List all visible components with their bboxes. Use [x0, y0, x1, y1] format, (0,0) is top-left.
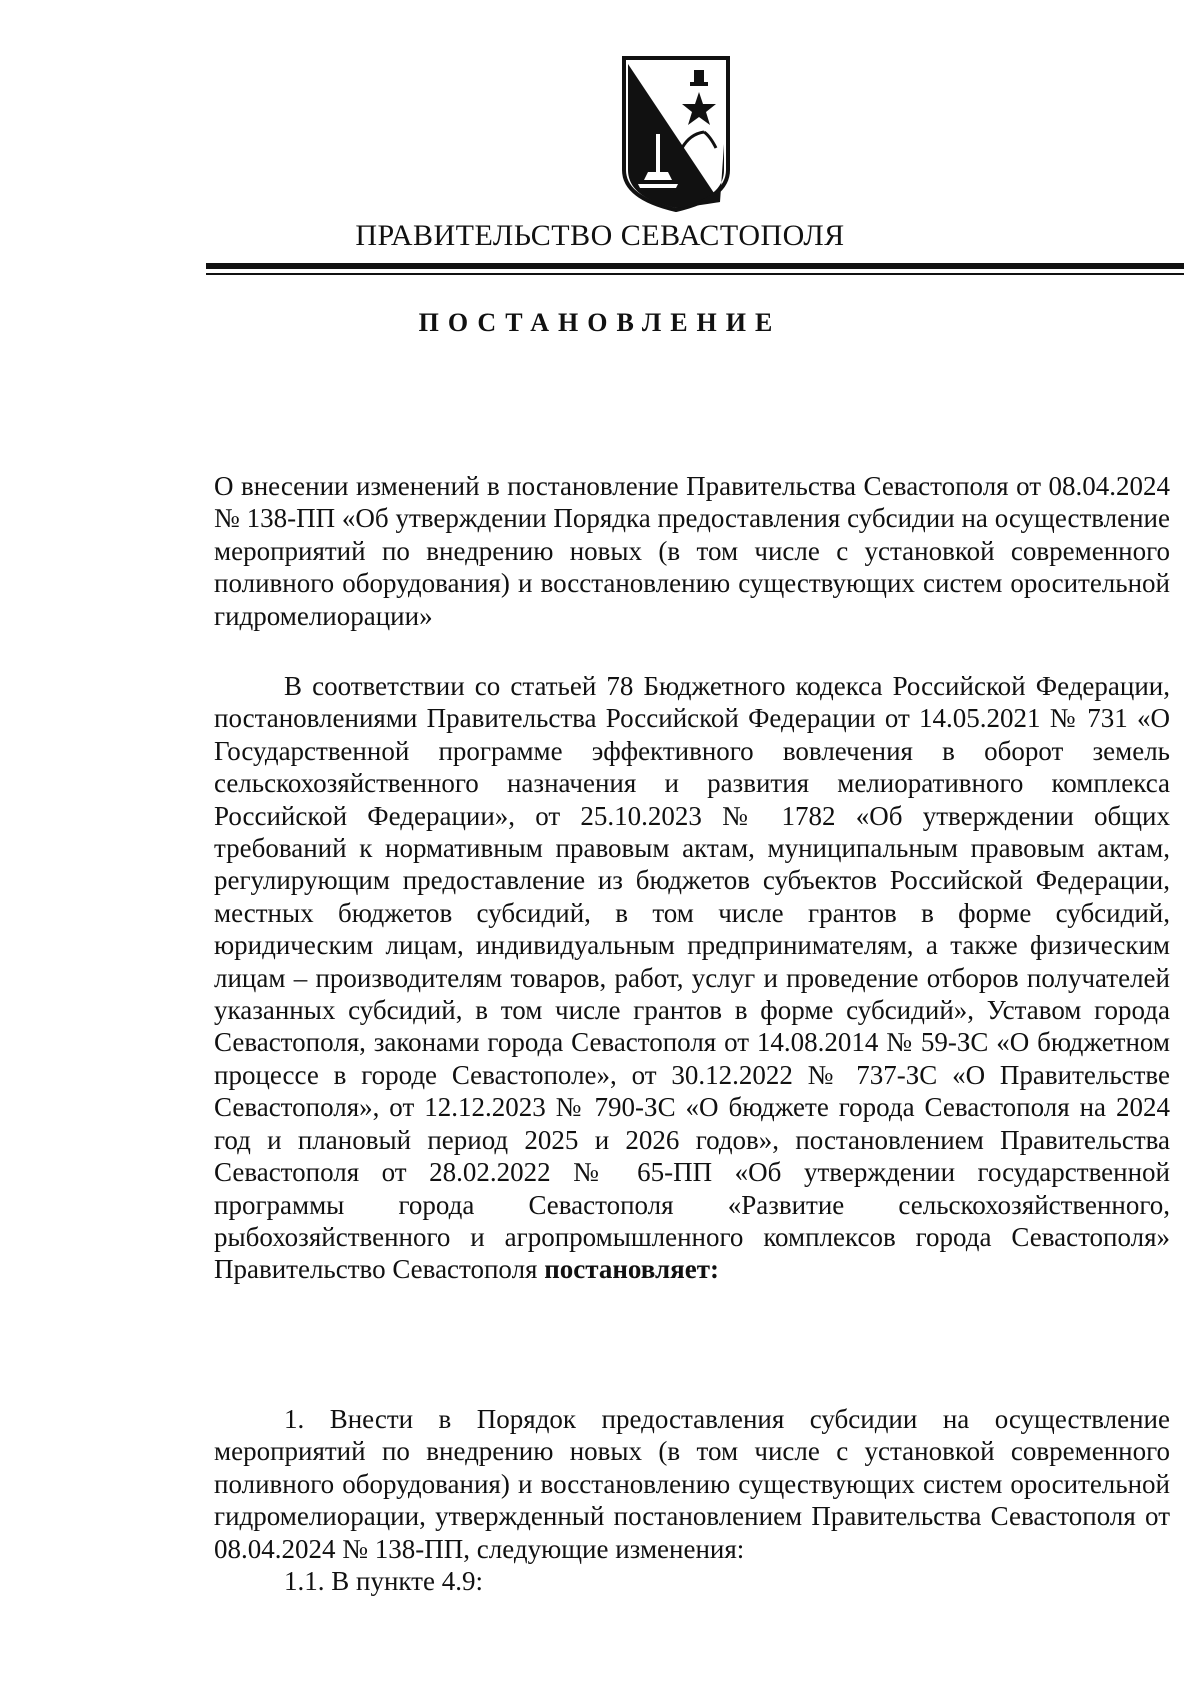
preamble-text: В соответствии со статьей 78 Бюджетного кодекса Российской Федерации, постановлениями Правительства Российской Федерации от 14.05.2021 № 731 «О Государственной программе эффективного вовлечения в оборот земель сельскохозяйственного назначения и развития мелиоративного комплекса Российской Федерации», от 25.10.2023 № 1782 «Об утверждении общих требований к нормативным правовым актам, муниципальным правовым актам, регулирующим предоставление из бюджетов субъектов Российской Федерации, местных бюджетов субсидий, в том числе грантов в форме субсидий, юридическим лицам, индивидуальным предпринимателям, а также физическим лицам – производителям товаров, работ, услуг и проведение отборов получателей указанных субсидий, в том числе грантов в форме субсидий», Уставом города Севастополя, законами города Севастополя от 14.08.2014 № 59-ЗС «О бюджетном процессе в городе Севастополе», от 30.12.2022 № 737-ЗС «О Правительстве Севастополя», от 12.12.2023 № 790-ЗС «О бюджете города Севастополя на 2024 год и плановый период 2025 и 2026 годов», постановлением Правительства Севастополя от 28.02.2022 № 65-ПП «Об утверждении государственной программы города Севастополя «Развитие сельскохозяйственного, рыбохозяйственного и агропромышленного комплексов города Севастополя» Правительство Севастополя	[214, 671, 1170, 1285]
government-name: ПРАВИТЕЛЬСТВО СЕВАСТОПОЛЯ	[355, 219, 845, 252]
header-divider-thin	[206, 273, 1184, 275]
preamble-paragraph	[214, 670, 1170, 1286]
sevastopol-coat-of-arms-icon	[616, 52, 736, 214]
document-title: О внесении изменений в постановление Правительства Севастополя от 08.04.2024 № 138-ПП «Об утверждении Порядка предоставления субсидии на осуществление мероприятий по внедрению новых (в том числе с установкой современного поливного оборудования) и восстановлению существующих систем оросительной гидромелиорации»	[214, 471, 1170, 631]
item-1-paragraph: 1. Внести в Порядок предоставления субсидии на осуществление мероприятий по внедрению новых (в том числе с установкой современного поливного оборудования) и восстановлению существующих систем оросительной гидромелиорации, утвержденный постановлением Правительства Севастополя от 08.04.2024 № 138-ПП, следующие изменения:	[214, 1404, 1170, 1564]
item-1-1-paragraph: 1.1. В пункте 4.9:	[284, 1566, 483, 1596]
document-type: ПОСТАНОВЛЕНИЕ	[418, 308, 782, 337]
header-divider-thick	[206, 263, 1184, 269]
resolution-verb: постановляет:	[544, 1254, 719, 1285]
